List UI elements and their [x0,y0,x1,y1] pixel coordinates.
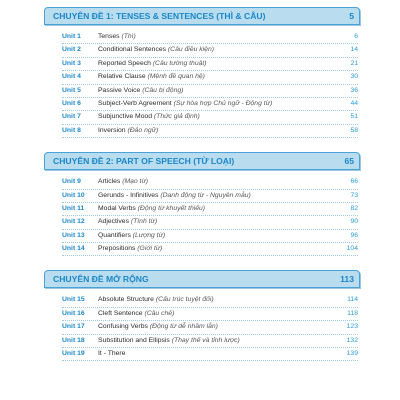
unit-label: Unit 10 [62,191,85,199]
unit-title: Prepositions [98,245,136,253]
toc-row[interactable] [62,176,358,189]
toc-row[interactable] [62,58,358,71]
unit-subtitle: (Động từ dễ nhầm lẫn) [149,323,218,331]
unit-label: Unit 8 [62,126,81,134]
unit-page-number: 21 [350,59,358,67]
unit-page-number: 36 [350,86,358,94]
toc-row[interactable] [62,203,358,216]
unit-title: Gerunds - Infinitives [98,191,159,199]
unit-label: Unit 2 [62,46,81,54]
unit-title: Reported Speech [98,59,151,67]
unit-subtitle: (Câu chẻ) [144,309,175,317]
unit-label: Unit 19 [62,350,85,358]
unit-page-number: 139 [346,350,358,358]
unit-page-number: 30 [350,73,358,81]
unit-label: Unit 3 [62,59,81,67]
unit-page-number: 118 [347,309,358,317]
toc-row[interactable] [62,216,358,229]
unit-title: Inversion [98,126,126,134]
unit-label: Unit 7 [62,113,81,121]
unit-title: Conditional Sentences [98,46,167,54]
toc-row[interactable] [62,308,358,321]
toc-row[interactable] [62,85,358,98]
unit-title: Substitution and Ellipsis [98,336,170,344]
unit-page-number: 14 [350,46,358,54]
toc-row[interactable] [62,321,358,334]
unit-subtitle: (Thì) [121,32,136,40]
unit-page-number: 82 [350,204,358,212]
toc-row[interactable] [62,31,358,44]
unit-label: Unit 6 [62,99,81,107]
toc-row[interactable] [62,98,358,111]
unit-subtitle: (Giới từ) [137,245,163,253]
section-page-number: 113 [340,274,354,285]
unit-label: Unit 4 [62,73,81,81]
section-title: CHUYÊN ĐỀ 1: TENSES & SENTENCES (THÌ & CÂU) [53,11,266,21]
unit-title: Quantifiers [98,231,131,239]
unit-page-number: 66 [350,178,358,186]
unit-page-number: 58 [350,126,358,134]
unit-page-number: 90 [350,218,358,226]
unit-page-number: 6 [354,32,358,40]
unit-title: Subject-Verb Agreement [98,99,172,107]
unit-subtitle: (Lượng từ) [132,231,166,239]
unit-label: Unit 18 [62,336,85,344]
unit-label: Unit 13 [62,231,85,239]
section-title: CHUYÊN ĐỀ 2: PART OF SPEECH (TỪ LOẠI) [53,156,235,167]
section-header[interactable] [44,152,360,170]
unit-title: Modal Verbs [98,204,136,212]
toc-row[interactable] [62,243,358,256]
unit-label: Unit 16 [62,309,85,317]
toc-section [44,152,360,256]
unit-subtitle: (Câu bị động) [142,86,184,94]
unit-title: Relative Clause [98,73,146,81]
toc-row[interactable] [62,44,358,57]
section-header[interactable] [44,7,360,25]
unit-subtitle: (Mệnh đề quan hệ) [147,73,205,81]
unit-title: Passive Voice [98,86,141,94]
unit-title: Tenses [98,32,120,40]
unit-subtitle: (Tính từ) [130,218,158,226]
unit-subtitle: (Danh động từ - Nguyên mẫu) [160,191,251,199]
unit-subtitle: (Thức giả định) [153,113,200,121]
unit-subtitle: (Động từ khuyết thiếu) [137,204,206,212]
unit-page-number: 132 [346,336,358,344]
unit-title: It - There [98,350,126,358]
unit-page-number: 114 [347,296,358,304]
unit-title: Confusing Verbs [98,323,148,331]
unit-subtitle: (Câu điều kiện) [167,46,214,54]
unit-subtitle: (Câu tường thuật) [152,59,207,67]
unit-page-number: 44 [350,99,358,107]
unit-subtitle: (Cấu trúc tuyệt đối) [155,296,214,304]
unit-page-number: 123 [346,323,358,331]
unit-label: Unit 12 [62,218,85,226]
unit-page-number: 96 [350,231,358,239]
toc-row[interactable] [62,335,358,348]
toc-row[interactable] [62,71,358,84]
section-title: CHUYÊN ĐỀ MỞ RỘNG [53,274,149,285]
unit-title: Absolute Structure [98,296,154,304]
toc-row[interactable] [62,190,358,203]
toc-row[interactable] [62,348,358,361]
toc-section [44,7,360,138]
section-header[interactable] [44,270,360,288]
unit-label: Unit 11 [62,204,85,212]
unit-subtitle: (Thay thế và tỉnh lược) [171,336,240,344]
toc-row[interactable] [62,230,358,243]
unit-title: Adjectives [98,218,129,226]
unit-page-number: 73 [350,191,358,199]
toc-section [44,270,360,361]
section-page-number: 5 [349,11,354,21]
unit-label: Unit 9 [62,178,81,186]
unit-subtitle: (Mạo từ) [122,178,149,186]
unit-title: Subjunctive Mood [98,113,153,121]
toc-row[interactable] [62,111,358,124]
unit-label: Unit 5 [62,86,81,94]
section-page-number: 65 [344,156,354,167]
unit-page-number: 51 [350,113,358,121]
toc-row[interactable] [62,125,358,138]
unit-label: Unit 15 [62,296,85,304]
unit-page-number: 104 [346,245,358,253]
unit-subtitle: (Đảo ngữ) [127,126,159,134]
unit-title: Articles [98,178,121,186]
unit-label: Unit 14 [62,245,85,253]
unit-title: Cleft Sentence [98,309,143,317]
unit-label: Unit 1 [62,32,81,40]
unit-subtitle: (Sự hòa hợp Chủ ngữ - Động từ) [173,99,273,107]
toc-row[interactable] [62,294,358,307]
unit-label: Unit 17 [62,323,85,331]
